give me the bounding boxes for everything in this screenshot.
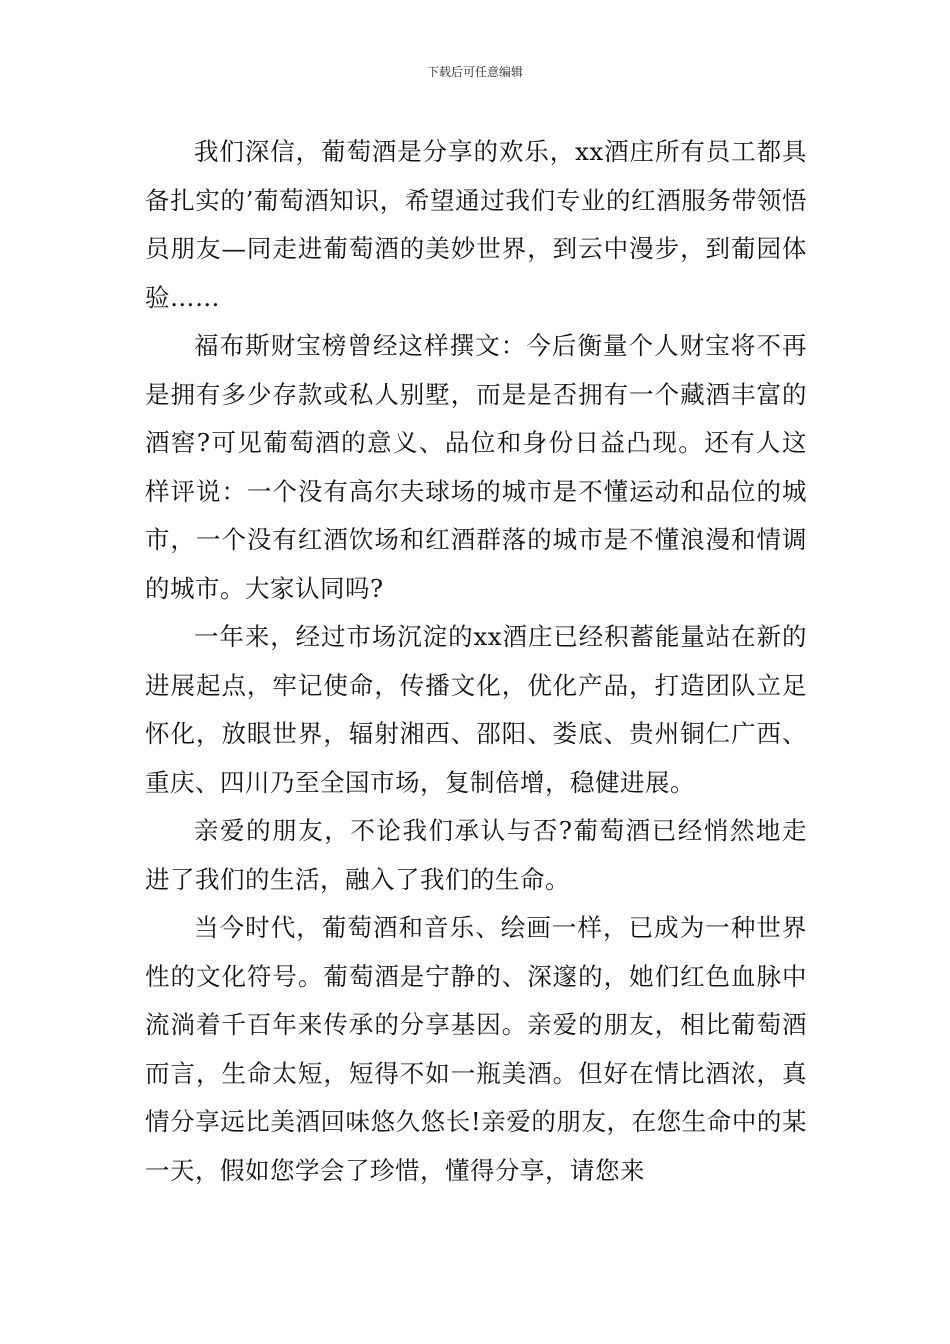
document-body [145, 128, 807, 1195]
paragraph-5: 当今时代，葡萄酒和音乐、绘画一样，已成为一种世界性的文化符号。葡萄酒是宁静的、深邃的，她们红色血脉中流淌着千百年来传承的分享基因。亲爱的朋友，相比葡萄酒而言，生命太短，短得不如一瓶美酒。但好在情比酒浓，真情分享远比美酒回味悠久悠长!亲爱的朋友，在您生命中的某一天，假如您学会了珍惜，懂得分享，请您来 [145, 913, 807, 1185]
paragraph-4: 亲爱的朋友，不论我们承认与否?葡萄酒已经悄然地走进了我们的生活，融入了我们的生命。 [145, 816, 807, 894]
paragraph-2: 福布斯财宝榜曾经这样撰文：今后衡量个人财宝将不再是拥有多少存款或私人别墅，而是是否拥有一个藏酒丰富的酒窖?可见葡萄酒的意义、品位和身份日益凸现。还有人这样评说：一个没有高尔夫球场的城市是不懂运动和品位的城市，一个没有红酒饮场和红酒群落的城市是不懂浪漫和情调的城市。大家认同吗? [145, 331, 807, 603]
paragraph-3: 一年来，经过市场沉淀的xx酒庄已经积蓄能量站在新的进展起点，牢记使命，传播文化，优化产品，打造团队立足怀化，放眼世界，辐射湘西、邵阳、娄底、贵州铜仁广西、重庆、四川乃至全国市场，复制倍增，稳健进展。 [145, 622, 807, 797]
paragraph-1: 我们深信，葡萄酒是分享的欢乐，xx酒庄所有员工都具备扎实的’葡萄酒知识，希望通过我们专业的红酒服务带领悟员朋友—同走进葡萄酒的美妙世界，到云中漫步，到葡园体验…… [145, 137, 807, 312]
page-header: 下载后可任意编辑 [426, 65, 523, 79]
